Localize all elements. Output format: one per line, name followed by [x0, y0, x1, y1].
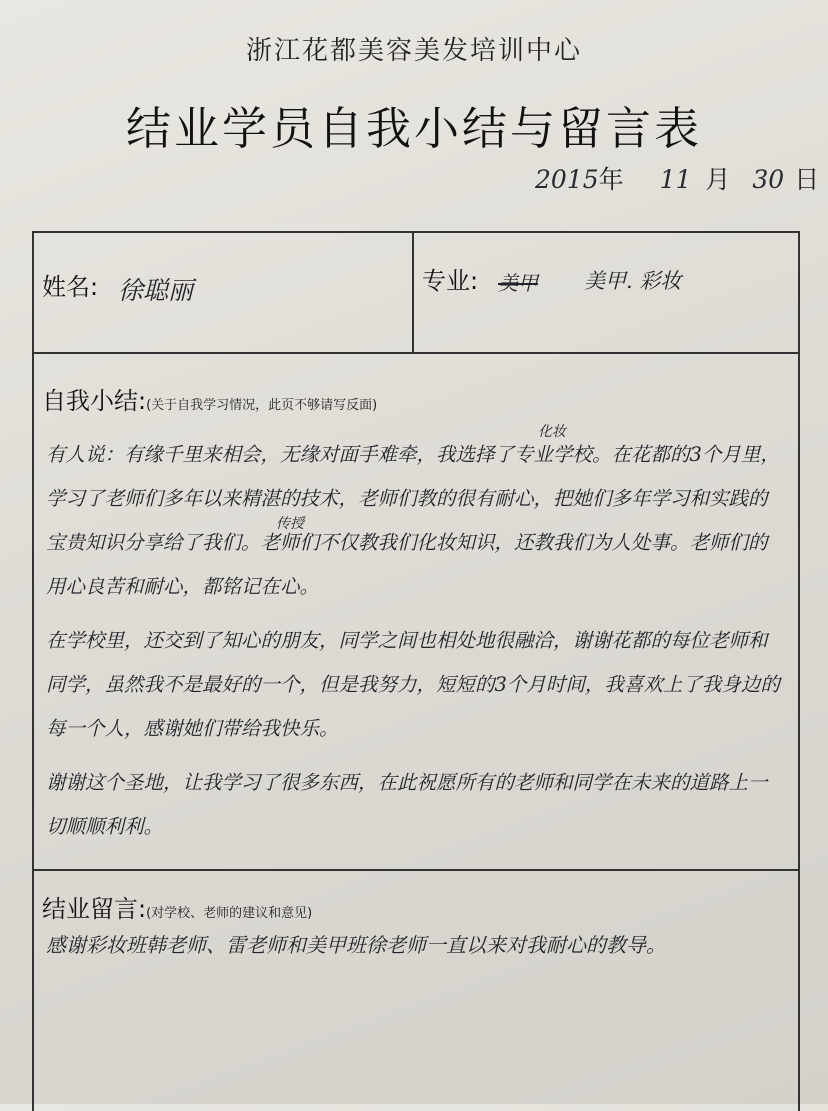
summary-insert-note-1: 化妆	[538, 424, 566, 440]
summary-paragraph-2: 在学校里，还交到了知心的朋友，同学之间也相处地很融洽，谢谢花都的每位老师和同学，虽然我不是最好的一个，但是我努力，短短的3个月时间，我喜欢上了我身边的每一个人，感谢她们带给我快乐。	[46, 629, 780, 740]
summary-body	[46, 433, 786, 859]
summary-paragraph-3: 谢谢这个圣地，让我学习了很多东西，在此祝愿所有的老师和同学在未来的道路上一切顺顺利利。	[46, 771, 768, 838]
date-day-label: 日	[794, 165, 820, 194]
date-year: 2015	[535, 165, 599, 194]
row-divider-2	[34, 869, 798, 871]
message-text: 感谢彩妆班韩老师、雷老师和美甲班徐老师一直以来对我耐心的教导。	[46, 933, 666, 957]
date-month: 11	[659, 165, 692, 194]
date-month-label: 月	[705, 165, 731, 194]
form-title: 结业学员自我小结与留言表	[125, 102, 702, 155]
summary-label	[42, 381, 377, 416]
form-table	[32, 231, 800, 1111]
message-label-text: 结业留言:	[42, 895, 147, 923]
column-divider	[412, 233, 414, 352]
major-label: 专业:	[422, 267, 479, 295]
date-day: 30	[752, 165, 785, 194]
message-label	[42, 889, 312, 924]
major-value: 美甲. 彩妆	[584, 269, 682, 293]
message-note: (对学校、老师的建议和意见)	[146, 906, 313, 921]
summary-paragraph-1: 有人说：有缘千里来相会，无缘对面手难牵，我选择了专业学校。在花都的3个月里，学习了老师们多年以来精湛的技术，老师们教的很有耐心，把她们多年学习和实践的宝贵知识分享给了我们。老师们不仅教我们化妆知识，还教我们为人处事。老师们的用心良苦和耐心，都铭记在心。	[46, 443, 780, 598]
date-line	[535, 160, 819, 196]
org-name: 浙江花都美容美发培训中心	[245, 36, 582, 66]
major-struck-value: 美甲	[498, 271, 538, 295]
summary-insert-note-2: 传授	[276, 516, 304, 532]
row-divider-1	[34, 352, 798, 354]
summary-note: (关于自我学习情况，此页不够请写反面)	[146, 398, 378, 413]
summary-label-text: 自我小结:	[42, 387, 147, 415]
date-year-label: 年	[598, 165, 624, 194]
name-label: 姓名:	[42, 273, 99, 301]
name-value: 徐聪丽	[118, 276, 194, 305]
